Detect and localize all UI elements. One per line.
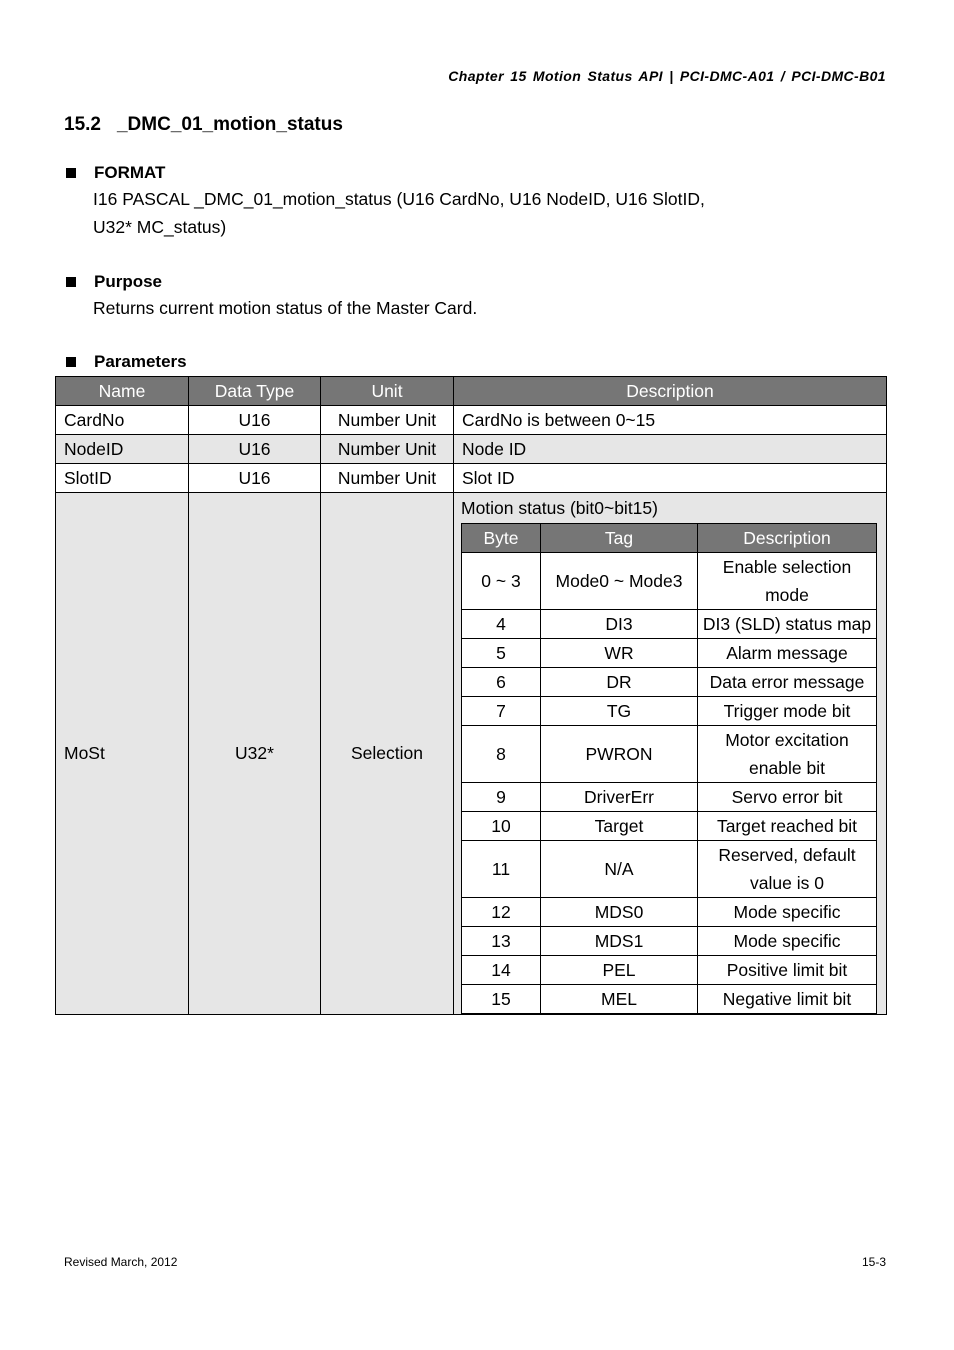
- section-number: 15.2: [64, 114, 101, 135]
- param-desc: [454, 493, 887, 1015]
- bit-description: Reserved, default value is 0: [698, 841, 877, 898]
- inner-column-header: Description: [698, 524, 877, 553]
- bit-byte: 5: [462, 639, 541, 668]
- table-row: [56, 464, 887, 493]
- inner-column-header: Tag: [541, 524, 698, 553]
- bit-row: [462, 610, 877, 639]
- param-desc: CardNo is between 0~15: [454, 406, 887, 435]
- bit-description: Enable selection mode: [698, 553, 877, 610]
- bit-tag: PWRON: [541, 726, 698, 783]
- bit-description: Data error message: [698, 668, 877, 697]
- column-header: Name: [56, 377, 189, 406]
- bit-tag: N/A: [541, 841, 698, 898]
- param-name: NodeID: [56, 435, 189, 464]
- bit-byte: 11: [462, 841, 541, 898]
- motion-status-title: Motion status (bit0~bit15): [461, 498, 658, 518]
- section-title: [64, 114, 343, 136]
- param-name: MoSt: [56, 493, 189, 1015]
- page-header: Chapter 15 Motion Status API | PCI-DMC-A01 / PCI-DMC-B01: [448, 68, 886, 84]
- bit-byte: 15: [462, 985, 541, 1014]
- inner-header-row: [462, 524, 877, 553]
- param-unit: Selection: [321, 493, 454, 1015]
- param-desc: Node ID: [454, 435, 887, 464]
- bit-description: Motor excitation enable bit: [698, 726, 877, 783]
- format-line-2: U32* MC_status): [93, 217, 227, 237]
- purpose-heading-label: Purpose: [94, 272, 163, 291]
- bit-byte: 9: [462, 783, 541, 812]
- param-unit: Number Unit: [321, 406, 454, 435]
- bit-description: Mode specific: [698, 927, 877, 956]
- bullet-square-icon: [66, 168, 76, 178]
- bit-tag: DI3: [541, 610, 698, 639]
- format-signature: [93, 185, 705, 241]
- bit-byte: 14: [462, 956, 541, 985]
- footer-revision: Revised March, 2012: [64, 1255, 178, 1269]
- parameters-heading-label: Parameters: [94, 352, 187, 371]
- bit-byte: 0 ~ 3: [462, 553, 541, 610]
- table-row: [56, 406, 887, 435]
- bit-tag: TG: [541, 697, 698, 726]
- table-header-row: [56, 377, 887, 406]
- column-header: Unit: [321, 377, 454, 406]
- bit-row: [462, 726, 877, 783]
- bit-row: [462, 898, 877, 927]
- bit-row: [462, 668, 877, 697]
- param-name: SlotID: [56, 464, 189, 493]
- format-heading: [64, 163, 705, 183]
- bit-byte: 4: [462, 610, 541, 639]
- footer-page-number: 15-3: [861, 1255, 886, 1269]
- bit-byte: 7: [462, 697, 541, 726]
- purpose-heading: [64, 272, 477, 292]
- bit-tag: DriverErr: [541, 783, 698, 812]
- bit-tag: WR: [541, 639, 698, 668]
- bit-description: Trigger mode bit: [698, 697, 877, 726]
- format-heading-label: FORMAT: [94, 163, 166, 182]
- bit-row: [462, 985, 877, 1014]
- bit-description: DI3 (SLD) status map: [698, 610, 877, 639]
- bit-byte: 10: [462, 812, 541, 841]
- bit-row: [462, 841, 877, 898]
- parameters-heading: [64, 352, 187, 372]
- bit-tag: DR: [541, 668, 698, 697]
- param-name: CardNo: [56, 406, 189, 435]
- bit-byte: 8: [462, 726, 541, 783]
- inner-column-header: Byte: [462, 524, 541, 553]
- column-header: Description: [454, 377, 887, 406]
- param-type: U16: [189, 435, 321, 464]
- bit-description: Servo error bit: [698, 783, 877, 812]
- bullet-square-icon: [66, 357, 76, 367]
- column-header: Data Type: [189, 377, 321, 406]
- parameters-block: [64, 352, 187, 372]
- param-type: U16: [189, 406, 321, 435]
- bit-tag: Target: [541, 812, 698, 841]
- bit-row: [462, 956, 877, 985]
- bit-description: Mode specific: [698, 898, 877, 927]
- param-desc: Slot ID: [454, 464, 887, 493]
- param-unit: Number Unit: [321, 464, 454, 493]
- bit-tag: MDS0: [541, 898, 698, 927]
- bit-tag: Mode0 ~ Mode3: [541, 553, 698, 610]
- section-name: _DMC_01_motion_status: [116, 114, 343, 135]
- purpose-block: [64, 272, 477, 322]
- bit-tag: PEL: [541, 956, 698, 985]
- param-type: U32*: [189, 493, 321, 1015]
- param-type: U16: [189, 464, 321, 493]
- param-unit: Number Unit: [321, 435, 454, 464]
- bit-byte: 12: [462, 898, 541, 927]
- motion-status-bit-table: [461, 523, 877, 1014]
- bullet-square-icon: [66, 277, 76, 287]
- bit-row: [462, 812, 877, 841]
- bit-row: [462, 639, 877, 668]
- bit-row: [462, 783, 877, 812]
- table-row: [56, 435, 887, 464]
- purpose-text: Returns current motion status of the Master Card.: [93, 298, 478, 318]
- format-block: [64, 163, 705, 241]
- bit-byte: 13: [462, 927, 541, 956]
- bit-row: [462, 697, 877, 726]
- bit-byte: 6: [462, 668, 541, 697]
- bit-description: Positive limit bit: [698, 956, 877, 985]
- bit-row: [462, 927, 877, 956]
- parameters-table: [55, 376, 887, 1015]
- bit-description: Alarm message: [698, 639, 877, 668]
- bit-row: [462, 553, 877, 610]
- bit-tag: MEL: [541, 985, 698, 1014]
- table-row: [56, 493, 887, 1015]
- bit-tag: MDS1: [541, 927, 698, 956]
- format-line-1: I16 PASCAL _DMC_01_motion_status (U16 CardNo, U16 NodeID, U16 SlotID,: [93, 189, 705, 209]
- bit-description: Target reached bit: [698, 812, 877, 841]
- bit-description: Negative limit bit: [698, 985, 877, 1014]
